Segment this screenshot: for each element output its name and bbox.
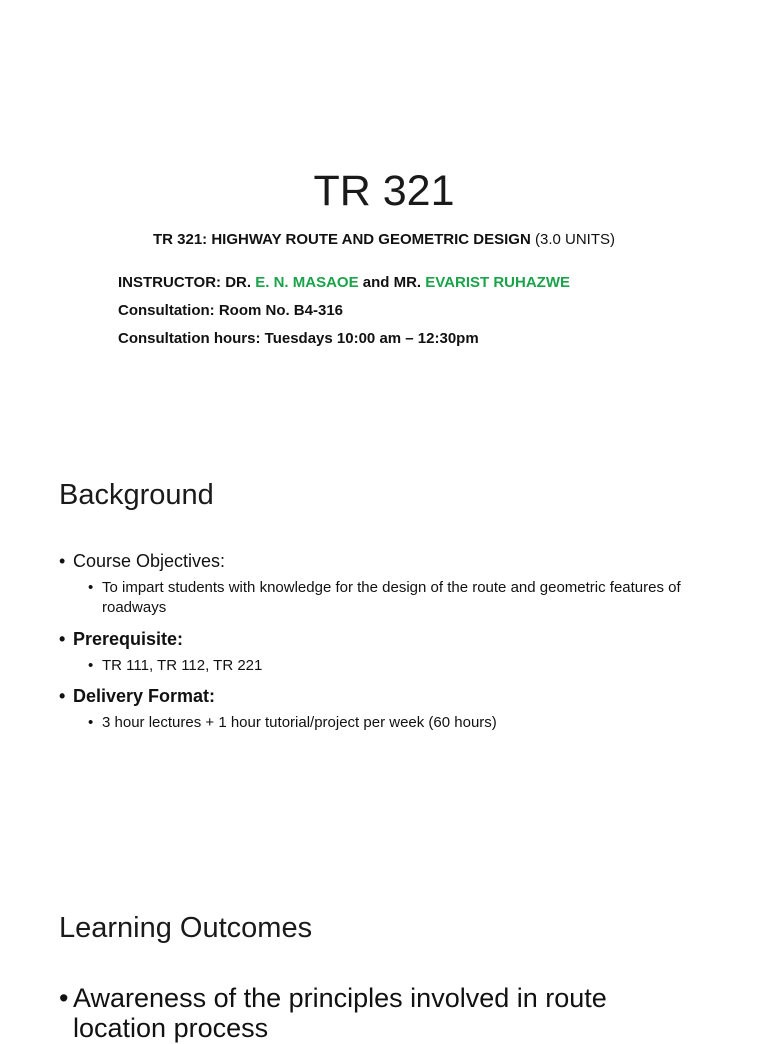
slide-title: TR 321 bbox=[313, 167, 455, 215]
list-item-label: Course Objectives: bbox=[73, 551, 226, 571]
sub-list-item bbox=[88, 656, 262, 676]
list-item-label: Delivery Format: bbox=[73, 686, 216, 706]
course-name: TR 321: HIGHWAY ROUTE AND GEOMETRIC DESIGN bbox=[152, 231, 531, 248]
outcome-continuation: location process bbox=[73, 1013, 269, 1043]
consultation-hours: Consultation hours: Tuesdays 10:00 am – 12:30pm bbox=[118, 330, 479, 347]
consultation-room: Consultation: Room No. B4-316 bbox=[118, 302, 344, 319]
bullet-icon: • bbox=[59, 551, 66, 571]
list-item bbox=[59, 685, 215, 707]
sub-list-item bbox=[88, 578, 708, 618]
instructor-mid: and MR. bbox=[358, 274, 426, 291]
sub-list-item bbox=[88, 713, 497, 733]
bullet-icon: • bbox=[88, 579, 94, 596]
outcome-text: Awareness of the principles involved in route bbox=[73, 983, 607, 1013]
bullet-icon: • bbox=[88, 714, 94, 731]
course-subtitle bbox=[0, 231, 768, 249]
bullet-icon: • bbox=[88, 657, 94, 674]
background-heading: Background bbox=[59, 479, 214, 511]
outcome-item bbox=[59, 982, 607, 1014]
learning-outcomes-heading: Learning Outcomes bbox=[59, 912, 313, 944]
instructor-name-1: E. N. MASAOE bbox=[255, 274, 359, 291]
sub-list-item-text: TR 111, TR 112, TR 221 bbox=[102, 657, 263, 674]
instructor-line bbox=[118, 274, 570, 292]
sub-list-item-text: 3 hour lectures + 1 hour tutorial/project per week (60 hours) bbox=[102, 714, 497, 731]
instructor-name-2: EVARIST RUHAZWE bbox=[425, 274, 570, 291]
bullet-icon: • bbox=[59, 629, 66, 649]
list-item bbox=[59, 628, 183, 650]
instructor-prefix: INSTRUCTOR: DR. bbox=[118, 274, 256, 291]
sub-list-item-text: To impart students with knowledge for the design of the route and geometric features of roadways bbox=[102, 579, 681, 616]
course-units: (3.0 UNITS) bbox=[530, 231, 615, 248]
list-item-label: Prerequisite: bbox=[73, 629, 184, 649]
bullet-icon: • bbox=[59, 686, 66, 706]
bullet-icon: • bbox=[59, 983, 69, 1013]
list-item bbox=[59, 550, 225, 572]
